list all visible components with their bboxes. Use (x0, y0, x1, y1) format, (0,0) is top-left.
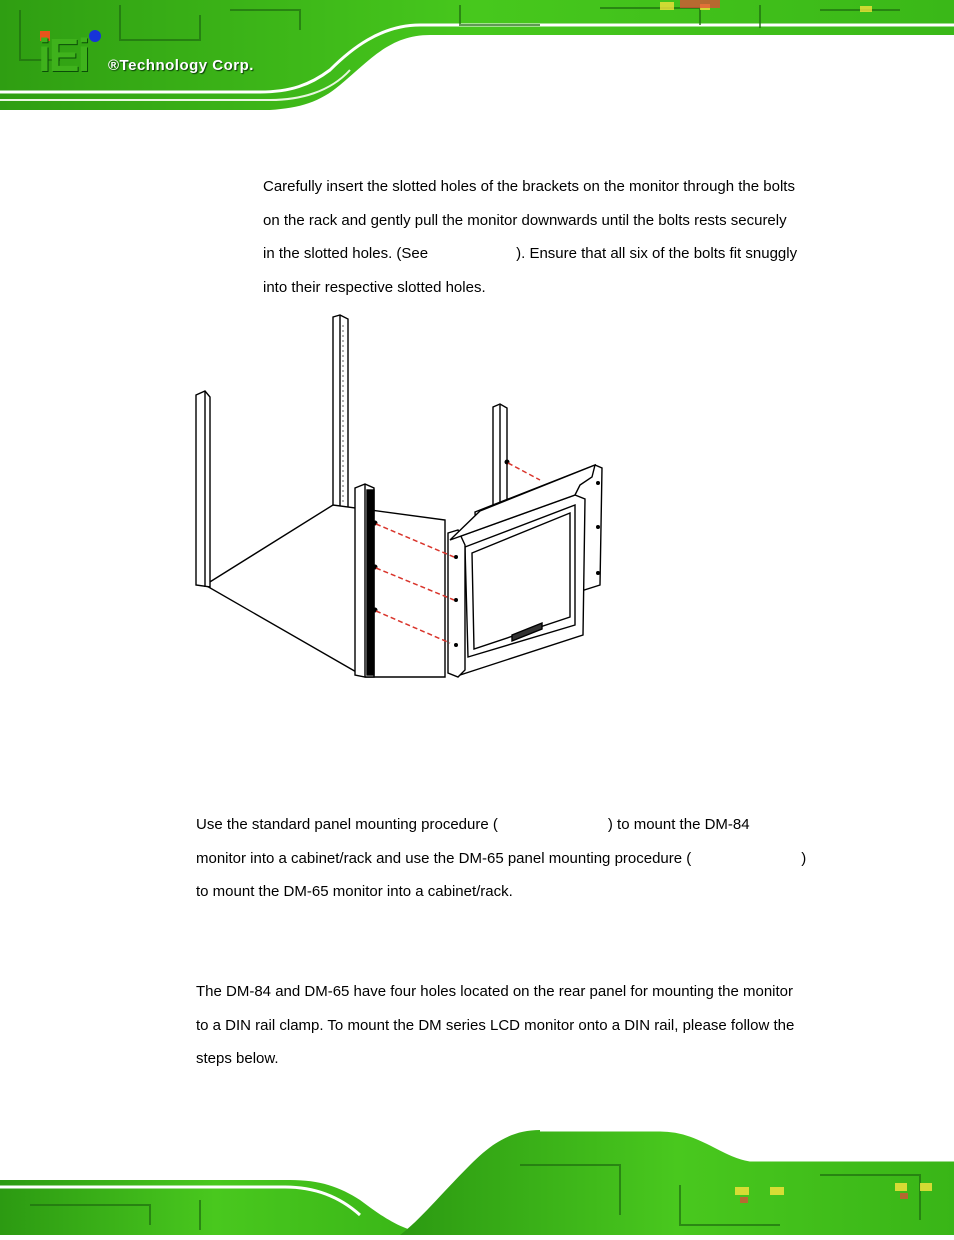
panel-line-2 (196, 842, 826, 876)
panel-line-1 (196, 808, 826, 842)
step-line-3-start: in the slotted holes. (See (263, 245, 429, 262)
step-line-3 (263, 237, 823, 271)
logo-mark: iEi (38, 29, 89, 81)
panel-line-2-end: ) (801, 849, 807, 867)
rack-mount-illustration (180, 305, 620, 690)
din-line-1: The DM-84 and DM-65 have four holes located on the rear panel for mounting the monitor (196, 983, 793, 1000)
step-paragraph (263, 170, 823, 304)
panel-line-3: to mount the DM-65 monitor into a cabinet/rack. (196, 883, 513, 900)
footer-pcb-banner (0, 1125, 954, 1235)
panel-line-2-start: monitor into a cabinet/rack and use the DM-65 panel mounting procedure ( (196, 849, 692, 867)
rack-mount-illustration-icon (180, 305, 620, 690)
din-line-3: steps below. (196, 1050, 279, 1067)
panel-line-1-end: ) to mount the DM-84 (607, 816, 750, 833)
panel-line-1-start: Use the standard panel mounting procedure ( (196, 816, 498, 833)
din-rail-paragraph (196, 975, 826, 1076)
page-header (0, 0, 954, 115)
step-line-2: on the rack and gently pull the monitor downwards until the bolts rests securely (263, 211, 787, 229)
din-line-2: to a DIN rail clamp. To mount the DM series LCD monitor onto a DIN rail, please follow the (196, 1016, 795, 1034)
step-line-3-end: ). Ensure that all six of the bolts fit snuggly (516, 245, 798, 262)
page-footer (0, 1125, 954, 1235)
step-line-4: into their respective slotted holes. (263, 278, 486, 296)
panel-mount-paragraph (196, 808, 826, 909)
logo-dot-icon (89, 30, 101, 42)
logo-text: ®Technology Corp. (108, 57, 254, 74)
step-line-1: Carefully insert the slotted holes of the brackets on the monitor through the bolts (263, 178, 795, 195)
